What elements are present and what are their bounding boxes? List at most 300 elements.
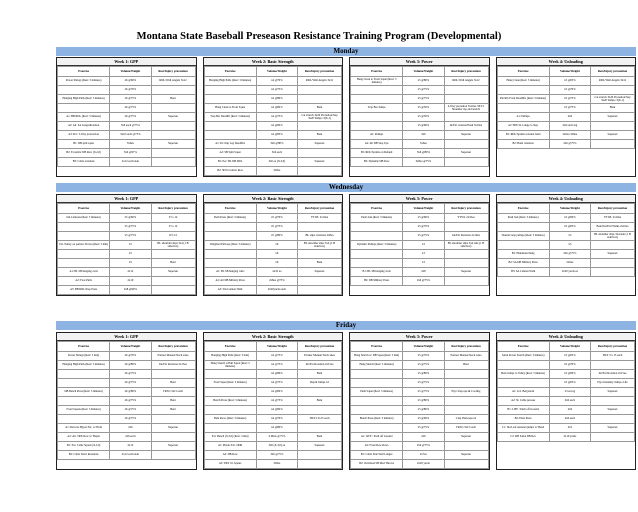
rest-cell: [591, 268, 635, 277]
table-row: [58, 397, 196, 406]
volume-cell: 2x6 each: [549, 397, 590, 406]
volume-cell: x3 @50%: [403, 104, 444, 113]
rest-cell: [151, 415, 195, 424]
volume-cell: 3x8ea: [256, 460, 297, 469]
week-title: Week 1: GPP: [57, 333, 196, 341]
volume-cell: x3 @70%: [549, 86, 590, 95]
rest-cell: [151, 131, 195, 140]
rest-cell: [298, 424, 342, 433]
volume-cell: 2x6: [549, 406, 590, 415]
rest-cell: Bent: [151, 379, 195, 388]
table-row: [204, 442, 342, 451]
volume-cell: 3x6: [403, 131, 444, 140]
rest-cell: Superset: [151, 140, 195, 149]
table-row: [58, 214, 196, 223]
exercise-cell: Bent Jumps to Valley (Rest: 3 minutes): [497, 370, 549, 379]
volume-cell: x3 @60%: [403, 122, 444, 131]
table-row: [204, 361, 342, 370]
column-header-volume: Volume/Weight: [549, 204, 590, 214]
exercise-cell: Hang Snatch (Rest: 3 minutes): [351, 361, 403, 370]
column-header-volume: Volume/Weight: [403, 342, 444, 352]
exercise-table: [57, 203, 196, 295]
rest-cell: [298, 406, 342, 415]
exercise-cell: Bench Press (Rest: 3 minutes): [204, 397, 256, 406]
rest-cell: [298, 277, 342, 286]
volume-cell: x3 @60%: [549, 214, 590, 223]
rest-cell: [298, 460, 342, 469]
volume-cell: x4 @75%: [256, 352, 297, 361]
table-row: [204, 415, 342, 424]
exercise-cell: [351, 113, 403, 122]
volume-cell: 2x10 yards: [549, 433, 590, 442]
volume-cell: x3 ea leg: [549, 388, 590, 397]
volume-cell: x3 @60%: [403, 415, 444, 424]
exercise-cell: Hanging High Pulls (Rest: 3 minutes): [58, 95, 110, 104]
rest-cell: Superset: [444, 451, 488, 460]
rest-cell: Bent: [298, 397, 342, 406]
volume-cell: x5: [110, 241, 151, 250]
volume-cell: x6 @75%: [110, 406, 151, 415]
rest-cell: [444, 277, 488, 286]
rest-cell: Bent: [444, 361, 488, 370]
rest-cell: Superset: [151, 424, 195, 433]
exercise-cell: [351, 379, 403, 388]
volume-cell: 2x8 @60%: [110, 286, 151, 295]
weeks-row: [56, 57, 636, 177]
exercise-cell: SAIA Power Snatch (Rest: 3 minutes): [497, 352, 549, 361]
table-row: [351, 352, 489, 361]
week-panel: [349, 332, 490, 470]
week-title: Week 2: Basic Strength: [204, 195, 343, 203]
column-header-volume: Volume/Weight: [256, 342, 297, 352]
rest-cell: Int/Ext Rotation 2x15ea: [151, 361, 195, 370]
rest-cell: Bent: [298, 104, 342, 113]
exercise-cell: Hanging High Pulls (Rest: 3 min): [204, 352, 256, 361]
exercise-cell: Dynamic Pullups (Rest: 3 minutes): [351, 241, 403, 250]
column-header-exercise: Exercise: [497, 67, 549, 77]
exercise-cell: B2: Band rotations: [497, 140, 549, 149]
table-row: [58, 406, 196, 415]
exercise-cell: [497, 86, 549, 95]
exercise-cell: A1: Reverse Hyper Ext. w/ Hold: [58, 424, 110, 433]
volume-cell: x3 @65%: [549, 77, 590, 86]
rest-cell: Int/Ext Rotation 2x15ea: [591, 370, 635, 379]
volume-cell: x5 @75%: [110, 223, 151, 232]
volume-cell: x3 @75%: [549, 95, 590, 104]
volume-cell: x3 @75%: [403, 232, 444, 241]
table-row: [204, 460, 342, 469]
rest-cell: [298, 250, 342, 259]
volume-cell: x6 @75%: [110, 379, 151, 388]
column-header-rest: Rest/Injury prevention: [444, 67, 488, 77]
volume-cell: x5: [110, 250, 151, 259]
column-header-rest: Rest/Injury prevention: [151, 204, 195, 214]
exercise-cell: B2: Overhead SB Med Throws: [351, 460, 403, 469]
exercise-cell: A1: BL SB hanging curls: [58, 268, 110, 277]
table-row: [204, 95, 342, 104]
rest-cell: [444, 379, 488, 388]
exercise-cell: A3: Pec: 3-Way protraction: [58, 131, 110, 140]
rest-cell: Plyo Step ups & Cooling: [444, 388, 488, 397]
column-header-rest: Rest/Injury prevention: [591, 67, 635, 77]
exercise-cell: C2: DB SAIA DB Rev: [497, 433, 549, 442]
exercise-cell: Trap Bar Deadlift (Rest: 3 minutes): [204, 113, 256, 122]
rest-cell: RDL/Wall Angels 3x12: [444, 77, 488, 86]
volume-cell: 2x6ea: [549, 259, 590, 268]
exercise-table: [204, 203, 343, 295]
rest-cell: [591, 241, 635, 250]
volume-cell: 2x6 @75%: [549, 250, 590, 259]
table-row: [58, 388, 196, 397]
volume-cell: x3 @80%: [403, 77, 444, 86]
volume-cell: x3: [403, 259, 444, 268]
rest-cell: [591, 361, 635, 370]
volume-cell: 2x12: [110, 442, 151, 451]
rest-cell: [444, 259, 488, 268]
volume-cell: 2x6ea 3x8ea: [549, 131, 590, 140]
rest-cell: [151, 433, 195, 442]
table-row: [497, 140, 635, 149]
volume-cell: x3 @80%: [403, 406, 444, 415]
exercise-cell: [204, 388, 256, 397]
rest-cell: Int/Ext Rotation 2x15ea: [298, 361, 342, 370]
table-row: [204, 451, 342, 460]
exercise-cell: A2: Face Pulls: [58, 277, 110, 286]
weeks-row: [56, 332, 636, 470]
column-header-volume: Volume/Weight: [110, 204, 151, 214]
rest-cell: Bent: [151, 95, 195, 104]
exercise-cell: [58, 250, 110, 259]
exercise-cell: DA Cannons (Rest: 3 minutes): [58, 214, 110, 223]
rest-cell: [298, 286, 342, 295]
volume-cell: x3 @75%: [403, 86, 444, 95]
exercise-table: [57, 66, 196, 167]
volume-cell: 2x6: [110, 424, 151, 433]
exercise-cell: [204, 131, 256, 140]
table-row: [351, 406, 489, 415]
table-row: [351, 250, 489, 259]
table-row: [204, 286, 342, 295]
rest-cell: Bent: [298, 370, 342, 379]
exercise-cell: A1: Pa Chip Leg Deadlifts: [204, 140, 256, 149]
rest-cell: [444, 223, 488, 232]
rest-cell: Superset: [591, 406, 635, 415]
table-row: [497, 361, 635, 370]
rest-cell: [591, 86, 635, 95]
rest-cell: [151, 158, 195, 167]
rest-cell: TRX 3 x 15 each: [591, 352, 635, 361]
rest-cell: Superset: [298, 442, 342, 451]
exercise-cell: [204, 370, 256, 379]
exercise-cell: Push Jerk (Rest: 3 minutes): [351, 214, 403, 223]
exercise-cell: Hang Snatch w/ DB Squat (Rest: 3 min): [351, 352, 403, 361]
rest-cell: [151, 122, 195, 131]
exercise-cell: A2: Alt. TRX Row w/ Hoptn: [58, 433, 110, 442]
rest-cell: YTWL 2x10ea: [591, 214, 635, 223]
volume-cell: 3x6ea: [110, 140, 151, 149]
rest-cell: Superset: [151, 442, 195, 451]
table-row: [204, 86, 342, 95]
week-panel: [203, 194, 344, 296]
rest-cell: [151, 286, 195, 295]
volume-cell: x4 @80%: [256, 95, 297, 104]
table-row: [58, 379, 196, 388]
volume-cell: 2x20 yards ea: [549, 268, 590, 277]
table-row: [351, 379, 489, 388]
table-row: [351, 86, 489, 95]
column-header-exercise: Exercise: [204, 342, 256, 352]
table-row: [58, 77, 196, 86]
rest-cell: YTWL 2x10ea: [298, 214, 342, 223]
table-row: [204, 397, 342, 406]
rest-cell: [298, 86, 342, 95]
exercise-cell: B2: 3Pt Eccentric Row: [204, 167, 256, 176]
volume-cell: 2x6 @75%: [549, 140, 590, 149]
exercise-cell: B2: Eccentric DB Row (X,2,0): [58, 149, 110, 158]
column-header-rest: Rest/Injury prevention: [444, 204, 488, 214]
table-row: [497, 131, 635, 140]
table-row: [497, 104, 635, 113]
exercise-cell: A2 TRX SL Lunge to Step: [497, 122, 549, 131]
rest-cell: [151, 370, 195, 379]
table-row: [58, 140, 196, 149]
table-row: [204, 259, 342, 268]
table-row: [351, 277, 489, 286]
exercise-cell: B1: Pec: BL DB RDL: [204, 158, 256, 167]
exercise-cell: [58, 232, 110, 241]
rest-cell: Bent: [298, 131, 342, 140]
exercise-cell: [58, 259, 110, 268]
volume-cell: x3: [549, 232, 590, 241]
table-row: [497, 370, 635, 379]
volume-cell: 2x6 @75%: [403, 277, 444, 286]
table-row: [351, 388, 489, 397]
volume-cell: 2x8: [403, 268, 444, 277]
volume-cell: x4 @82%: [256, 104, 297, 113]
week-title: Week 4: Unloading: [497, 58, 636, 66]
table-row: [497, 424, 635, 433]
exercise-cell: B1: DB split squat: [58, 140, 110, 149]
exercise-cell: Weighted Pull-ups (Rest: 3 minutes): [204, 241, 256, 250]
week-panel: [56, 57, 197, 177]
volume-cell: 2x6: [403, 433, 444, 442]
rest-cell: [298, 223, 342, 232]
rest-cell: BL shoulder slips 3x4 (1 B side/box): [151, 241, 195, 250]
volume-cell: x4 @75%: [256, 361, 297, 370]
table-row: [204, 223, 342, 232]
table-row: [58, 223, 196, 232]
column-header-rest: Rest/Injury prevention: [298, 67, 342, 77]
table-row: [204, 370, 342, 379]
table-row: [351, 77, 489, 86]
exercise-cell: Trap Bar Jumps: [351, 104, 403, 113]
exercise-cell: [351, 250, 403, 259]
exercise-cell: B3: SA Cannon Walk: [497, 268, 549, 277]
week-title: Week 4: Unloading: [497, 195, 636, 203]
volume-cell: x3 @65%: [549, 379, 590, 388]
table-row: [58, 433, 196, 442]
table-row: [497, 415, 635, 424]
rest-cell: BL shoulder slips 3x4 side (1 B side/box): [591, 232, 635, 241]
table-row: [497, 388, 635, 397]
table-row: [204, 131, 342, 140]
exercise-cell: B1: RDL/Sprints rotation band: [497, 131, 549, 140]
volume-cell: 2x6: [549, 113, 590, 122]
rest-cell: [444, 86, 488, 95]
day-band-wednesday: Wednesday: [56, 183, 636, 192]
rest-cell: Plyo Intensity Jumps 2-6x: [591, 379, 635, 388]
table-row: [204, 241, 342, 250]
table-row: [58, 352, 196, 361]
table-row: [204, 250, 342, 259]
exercise-cell: [204, 406, 256, 415]
exercise-cell: Hang Clean to Front Squat (Rest: 3 minutes): [351, 77, 403, 86]
volume-cell: x3 @75%: [403, 424, 444, 433]
volume-cell: x3 @75%: [549, 104, 590, 113]
table-row: [351, 433, 489, 442]
column-header-rest: Rest/Injury prevention: [444, 342, 488, 352]
week-panel: [56, 332, 197, 470]
volume-cell: x4 @80%: [256, 370, 297, 379]
week-title: Week 1: GPP: [57, 195, 196, 203]
column-header-exercise: Exercise: [58, 342, 110, 352]
table-row: [58, 149, 196, 158]
table-row: [497, 214, 635, 223]
exercise-cell: [58, 379, 110, 388]
exercise-cell: A2: Alt. SA Lungs/Rotation: [58, 122, 110, 131]
column-header-volume: Volume/Weight: [403, 204, 444, 214]
exercise-cell: [204, 250, 256, 259]
exercise-cell: B2: Plate Press: [497, 415, 549, 424]
day-friday: [56, 332, 636, 470]
exercise-cell: B2: Cable Static Rotations: [58, 451, 110, 460]
rest-cell: [591, 122, 635, 131]
exercise-cell: DB Bench Press (Rest: 3 minutes): [58, 388, 110, 397]
volume-cell: 2x8ea @75%: [256, 277, 297, 286]
volume-cell: x3 @80%: [403, 397, 444, 406]
week-title: Week 3: Power: [350, 195, 489, 203]
week-title: Week 3: Power: [350, 58, 489, 66]
exercise-cell: A1: BB RDL (Rest: 3 minutes): [58, 113, 110, 122]
table-row: [351, 442, 489, 451]
rest-cell: Bent: [151, 397, 195, 406]
rest-cell: [298, 95, 342, 104]
exercise-cell: [351, 370, 403, 379]
exercise-cell: [351, 95, 403, 104]
exercise-table: [204, 66, 343, 176]
column-header-exercise: Exercise: [497, 204, 549, 214]
table-row: [351, 95, 489, 104]
exercise-cell: Neutral Grip pullups (Rest: 3 minutes): [497, 232, 549, 241]
table-row: [204, 167, 342, 176]
week-panel: [496, 194, 637, 296]
exercise-cell: Push Press (Rest: 3 minutes): [204, 214, 256, 223]
rest-cell: [444, 140, 488, 149]
exercise-cell: [351, 122, 403, 131]
volume-cell: x5 @70%: [256, 214, 297, 223]
exercise-cell: [58, 415, 110, 424]
rest-cell: [151, 250, 195, 259]
table-row: [351, 214, 489, 223]
exercise-table: [350, 203, 489, 286]
rest-cell: [298, 388, 342, 397]
rest-cell: [151, 104, 195, 113]
column-header-volume: Volume/Weight: [256, 204, 297, 214]
rest-cell: W's 12: [151, 232, 195, 241]
rest-cell: Superset: [591, 131, 635, 140]
column-header-rest: Rest/Injury prevention: [151, 342, 195, 352]
table-row: [204, 232, 342, 241]
exercise-cell: [351, 397, 403, 406]
volume-cell: 2x20yards each: [256, 286, 297, 295]
volume-cell: x3 @60%: [549, 370, 590, 379]
day-monday: [56, 57, 636, 177]
exercise-cell: Hang Snatch w/Pull Squat (Rest: 3 minutes): [204, 361, 256, 370]
table-row: [204, 149, 342, 158]
volume-cell: 2x6 each leg: [549, 122, 590, 131]
column-header-exercise: Exercise: [497, 342, 549, 352]
exercise-cell: A1: Pullups: [497, 113, 549, 122]
exercise-cell: B1: LIFE / Push off Ground: [497, 406, 549, 415]
exercise-cell: Ext. Bench (X,3,0) (Rest: 3 min): [204, 433, 256, 442]
column-header-volume: Volume/Weight: [549, 342, 590, 352]
volume-cell: x5 @60%: [110, 214, 151, 223]
volume-cell: x6 @80%: [110, 361, 151, 370]
exercise-cell: Bench Press (Rest: 3 minutes): [351, 415, 403, 424]
rest-cell: [444, 113, 488, 122]
column-header-volume: Volume/Weight: [110, 67, 151, 77]
table-row: [58, 131, 196, 140]
volume-cell: 3x6 each @75%: [110, 122, 151, 131]
column-header-exercise: Exercise: [58, 204, 110, 214]
rest-cell: Lat stretch 3x20 Pronation/Sup 3x20 Tempo 3(X,1): [591, 95, 635, 104]
table-row: [497, 86, 635, 95]
exercise-cell: [497, 379, 549, 388]
table-row: [58, 415, 196, 424]
week-panel: [349, 194, 490, 296]
table-row: [351, 113, 489, 122]
exercise-cell: A3: BB RDL/Step Press: [58, 286, 110, 295]
volume-cell: x6 @75%: [110, 113, 151, 122]
exercise-cell: [204, 424, 256, 433]
volume-cell: x3: [403, 250, 444, 259]
rest-cell: [298, 122, 342, 131]
week-title: Week 4: Unloading: [497, 333, 636, 341]
table-row: [351, 122, 489, 131]
table-row: [58, 259, 196, 268]
rest-cell: Depth Jumps x2: [298, 379, 342, 388]
column-header-rest: Rest/Injury prevention: [591, 342, 635, 352]
exercise-cell: [497, 104, 549, 113]
volume-cell: x6 @75%: [110, 397, 151, 406]
volume-cell: x6 @70%: [110, 352, 151, 361]
exercise-cell: A1: BL SB hanging curls: [204, 268, 256, 277]
column-header-exercise: Exercise: [58, 67, 110, 77]
exercise-cell: A2: Front Row Rows: [351, 442, 403, 451]
exercise-cell: B2: DB Military Press: [351, 277, 403, 286]
rest-cell: Int/Ext Rotation 2x10ea: [444, 232, 488, 241]
week-title: Week 2: Basic Strength: [204, 58, 343, 66]
weeks-row: [56, 194, 636, 296]
column-header-exercise: Exercise: [204, 67, 256, 77]
table-row: [204, 104, 342, 113]
table-row: [351, 361, 489, 370]
exercise-cell: Front Squat (Rest: 3 minutes): [204, 379, 256, 388]
table-row: [351, 223, 489, 232]
rest-cell: BL slips rotations 2x8ea: [298, 232, 342, 241]
week-panel: [496, 332, 637, 470]
table-row: [58, 86, 196, 95]
